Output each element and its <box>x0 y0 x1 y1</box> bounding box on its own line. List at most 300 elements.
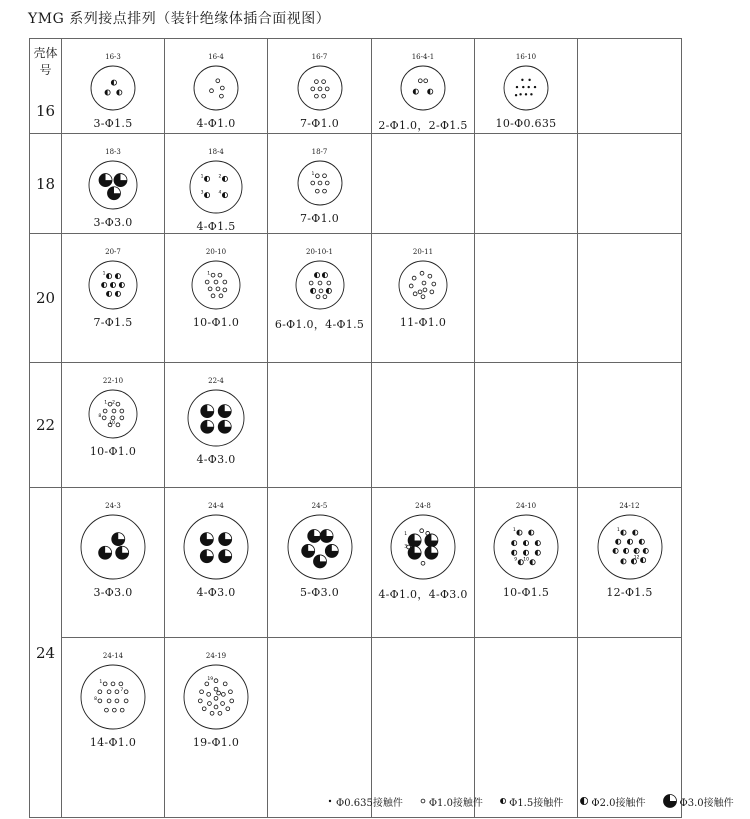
contact-pin <box>314 94 318 98</box>
connector-face-diagram <box>294 157 346 209</box>
shell-number: 20 <box>30 234 62 363</box>
arrangement-caption: 6-Φ1.0，4-Φ1.5 <box>274 318 365 331</box>
arrangement-cell <box>578 488 682 638</box>
contact-pin <box>210 711 214 715</box>
arrangement-caption: 14-Φ1.0 <box>89 736 137 749</box>
contact-pin <box>428 89 433 94</box>
contact-pin <box>205 682 209 686</box>
arrangement-caption: 4-Φ3.0 <box>196 586 236 599</box>
arrangement-cell <box>475 638 578 818</box>
shell-row <box>30 234 682 363</box>
connector-face-diagram <box>77 661 149 733</box>
connector-face-diagram <box>85 386 141 442</box>
insulator-outline <box>188 390 244 446</box>
arrangement-code: 22-4 <box>208 377 224 385</box>
contact-pin <box>523 550 528 555</box>
connector-face-diagram <box>85 257 141 313</box>
contact-pin <box>198 699 202 703</box>
contact-pin <box>316 295 320 299</box>
contact-pin <box>525 93 527 95</box>
pin-number: 8 <box>94 697 97 703</box>
arrangement-code: 16-4 <box>208 53 224 61</box>
arrangement-cell <box>165 134 268 234</box>
contact-arrangement-table <box>29 38 682 818</box>
contact-pin <box>201 420 214 433</box>
contact-pin <box>627 539 632 544</box>
pin-number: 1 <box>99 679 103 685</box>
contact-pin <box>120 708 124 712</box>
legend-pin-icon <box>499 793 507 809</box>
pin-number: 1 <box>616 527 620 533</box>
contact-pin <box>528 86 530 88</box>
arrangement-cell <box>62 134 165 234</box>
arrangement-code: 24-8 <box>415 502 431 510</box>
shell-row <box>30 488 682 638</box>
shell-row <box>30 638 682 818</box>
contact-pin <box>643 548 648 553</box>
shell-column-header: 壳体号 <box>33 46 58 77</box>
contact-pin <box>515 94 517 96</box>
arrangement-cell <box>62 234 165 363</box>
contact-pin <box>500 798 505 803</box>
arrangement-cell <box>578 234 682 363</box>
legend-pin-icon <box>419 793 427 809</box>
contact-pin <box>424 79 428 83</box>
legend-item <box>662 793 734 809</box>
pin-number: 7 <box>120 687 124 693</box>
arrangement-cell <box>372 234 475 363</box>
contact-pin <box>425 534 438 547</box>
contact-pin <box>218 420 231 433</box>
contact-pin <box>314 80 318 84</box>
arrangement-caption: 4-Φ3.0 <box>196 453 236 466</box>
arrangement-code: 18-3 <box>105 148 121 156</box>
arrangement-caption: 10-Φ1.0 <box>89 445 137 458</box>
contact-pin <box>119 282 124 287</box>
connector-face-diagram <box>294 62 346 114</box>
contact-pin <box>112 409 116 413</box>
contact-pin <box>633 548 638 553</box>
arrangement-caption: 10-Φ1.0 <box>192 316 240 329</box>
contact-pin <box>115 291 120 296</box>
contact-pin <box>310 87 314 91</box>
connector-face-diagram <box>186 157 246 217</box>
contact-pin <box>612 548 617 553</box>
contact-pin <box>223 280 227 284</box>
contact-pin <box>326 288 331 293</box>
arrangement-cell <box>62 638 165 818</box>
arrangement-caption: 7-Φ1.5 <box>93 316 133 329</box>
arrangement-code: 18-7 <box>311 148 328 156</box>
shell-row <box>30 39 682 134</box>
insulator-outline <box>391 515 455 579</box>
arrangement-caption: 3-Φ3.0 <box>93 216 133 229</box>
contact-pin <box>530 93 532 95</box>
legend-item <box>419 793 483 809</box>
contact-pin <box>114 174 127 187</box>
contact-pin <box>521 79 523 81</box>
contact-pin <box>663 795 676 808</box>
contact-pin <box>522 86 524 88</box>
pin-number: 9 <box>514 557 518 563</box>
arrangement-caption: 12-Φ1.5 <box>606 586 653 599</box>
arrangement-code: 24-12 <box>619 502 640 510</box>
arrangement-caption: 11-Φ1.0 <box>399 316 447 329</box>
arrangement-code: 20-7 <box>105 248 121 256</box>
legend-item <box>499 793 563 809</box>
contact-pin <box>420 529 424 533</box>
contact-pin <box>99 546 112 559</box>
contact-pin <box>214 696 218 700</box>
contact-pin <box>318 281 322 285</box>
contact-pin <box>103 409 107 413</box>
contact-pin <box>210 89 214 93</box>
connector-face-diagram <box>180 661 252 733</box>
contact-pin <box>217 691 221 695</box>
pin-number: 1 <box>512 527 516 533</box>
connector-face-diagram <box>490 511 562 583</box>
pin-number: 4 <box>218 190 222 196</box>
arrangement-cell <box>372 134 475 234</box>
contact-pin <box>412 276 416 280</box>
arrangement-caption: 2-Φ1.0，2-Φ1.5 <box>378 119 468 132</box>
insulator-outline <box>184 515 248 579</box>
contact-pin <box>413 292 417 296</box>
arrangement-caption: 4-Φ1.0 <box>196 117 236 130</box>
shell-number: 22 <box>30 363 62 488</box>
contact-pin <box>208 702 212 706</box>
arrangement-cell <box>578 363 682 488</box>
connector-face-diagram <box>190 62 242 114</box>
contact-pin <box>202 707 206 711</box>
arrangement-caption: 7-Φ1.0 <box>299 117 340 130</box>
arrangement-cell <box>372 638 475 818</box>
pin-number: 3 <box>200 190 204 196</box>
contact-pin <box>219 550 232 563</box>
contact-pin <box>205 280 209 284</box>
contact-pin <box>208 287 212 291</box>
arrangement-caption: 10-Φ0.635 <box>495 117 557 130</box>
contact-pin <box>117 90 122 95</box>
contact-pin <box>620 559 625 564</box>
arrangement-code: 16-3 <box>105 53 121 61</box>
contact-pin <box>418 79 422 83</box>
contact-pin <box>407 545 411 549</box>
arrangement-cell <box>165 234 268 363</box>
contact-pin <box>425 546 438 559</box>
contact-pin <box>519 93 521 95</box>
arrangement-caption: 19-Φ1.0 <box>192 736 240 749</box>
insulator-outline <box>504 66 548 110</box>
contact-pin <box>110 282 115 287</box>
arrangement-code: 24-4 <box>208 502 224 510</box>
contact-pin <box>120 409 124 413</box>
contact-pin <box>534 86 536 88</box>
arrangement-caption: 3-Φ3.0 <box>93 586 133 599</box>
shell-number: 16 <box>35 102 56 120</box>
legend-label: Φ0.635接触件 <box>336 797 403 809</box>
contact-pin <box>106 291 111 296</box>
contact-pin <box>418 290 422 294</box>
connector-face-diagram <box>180 511 252 583</box>
pin-number: 12 <box>633 555 640 561</box>
contact-pin <box>115 274 120 279</box>
contact-pin <box>214 687 218 691</box>
shell-row <box>30 363 682 488</box>
contact-pin <box>216 79 220 83</box>
contact-pin <box>512 540 517 545</box>
contact-pin <box>301 544 314 557</box>
arrangement-cell <box>578 134 682 234</box>
arrangement-code: 16-4-1 <box>411 53 435 61</box>
contact-pin <box>639 539 644 544</box>
connector-face-diagram <box>188 257 244 313</box>
contact-pin <box>218 273 222 277</box>
arrangement-caption: 3-Φ1.5 <box>93 117 133 130</box>
contact-pin <box>321 80 325 84</box>
contact-pin <box>421 295 425 299</box>
contact-pin <box>124 699 128 703</box>
legend-item <box>579 793 645 809</box>
arrangement-cell <box>268 234 372 363</box>
legend-label: Φ1.0接触件 <box>428 797 483 809</box>
arrangement-cell <box>62 363 165 488</box>
contact-pin <box>430 290 434 294</box>
document-title: YMG 系列接点排列（装针绝缘体插合面视图） <box>28 11 331 27</box>
contact-pin <box>107 699 111 703</box>
contact-pin <box>535 550 540 555</box>
contact-pin <box>221 702 225 706</box>
contact-pin <box>421 799 425 803</box>
pin-number: 10 <box>523 557 529 563</box>
contact-pin <box>325 181 329 185</box>
contact-pin <box>116 546 129 559</box>
contact-pin <box>229 690 233 694</box>
contact-pin <box>200 550 213 563</box>
legend-item <box>326 793 403 809</box>
contact-pin <box>105 708 109 712</box>
contact-pin <box>102 282 107 287</box>
insulator-outline <box>190 161 242 213</box>
connector-face-diagram <box>87 62 139 114</box>
arrangement-code: 24-14 <box>102 652 124 660</box>
contact-pin <box>99 174 112 187</box>
pin-number: 1 <box>311 171 314 177</box>
contact-pin <box>223 288 227 292</box>
shell-row <box>30 134 682 234</box>
contact-pin <box>318 181 322 185</box>
legend-label: Φ2.0接触件 <box>591 797 646 809</box>
arrangement-cell <box>475 363 578 488</box>
connector-face-diagram <box>395 257 451 313</box>
arrangement-cell <box>268 638 372 818</box>
contact-pin <box>326 281 330 285</box>
insulator-outline <box>401 66 445 110</box>
contact-pin <box>230 699 234 703</box>
contact-pin <box>523 540 528 545</box>
contact-pin <box>120 416 124 420</box>
contact-pin <box>322 189 326 193</box>
contact-pin <box>115 690 119 694</box>
legend-label: Φ3.0接触件 <box>679 797 734 809</box>
insulator-outline <box>91 66 135 110</box>
arrangement-cell <box>475 134 578 234</box>
arrangement-code: 16-10 <box>515 53 537 61</box>
contact-pin <box>214 280 218 284</box>
arrangement-cell <box>372 39 475 134</box>
contact-pin <box>107 690 111 694</box>
insulator-outline <box>81 515 145 579</box>
arrangement-caption: 4-Φ1.0，4-Φ3.0 <box>378 588 468 601</box>
contact-pin <box>119 682 123 686</box>
contact-pin <box>512 550 517 555</box>
pin-number: 1 <box>104 400 108 406</box>
arrangement-cell <box>165 363 268 488</box>
contact-pin <box>220 94 224 98</box>
contact-pin <box>623 548 628 553</box>
shell-size-cell <box>30 39 62 134</box>
arrangement-caption: 4-Φ1.5 <box>196 220 236 233</box>
pin-number: 1 <box>207 271 211 277</box>
contact-pin <box>226 707 230 711</box>
arrangement-cell <box>268 134 372 234</box>
contact-pin <box>420 271 424 275</box>
connector-face-diagram <box>500 62 552 114</box>
legend-pin-icon <box>662 793 678 809</box>
arrangement-cell <box>475 488 578 638</box>
connector-face-diagram <box>292 257 348 313</box>
arrangement-cell <box>578 638 682 818</box>
contact-pin <box>428 274 432 278</box>
contact-pin <box>107 187 120 200</box>
contact-pin <box>200 533 213 546</box>
contact-pin <box>323 295 327 299</box>
arrangement-code: 18-4 <box>208 148 224 156</box>
connector-face-diagram <box>397 62 449 114</box>
arrangement-code: 22-10 <box>102 377 124 385</box>
arrangement-cell <box>165 39 268 134</box>
insulator-outline <box>89 390 137 438</box>
contact-pin <box>528 79 530 81</box>
legend-label: Φ1.5接触件 <box>509 797 564 809</box>
contact-pin <box>216 287 220 291</box>
arrangement-code: 16-7 <box>311 53 328 61</box>
legend-pin-icon <box>326 793 334 809</box>
connector-face-diagram <box>184 386 248 450</box>
shell-number: 24 <box>30 488 62 818</box>
contact-pin <box>329 800 331 802</box>
pin-number: 1 <box>404 531 408 537</box>
contact-pin <box>319 289 323 293</box>
contact-pin <box>112 708 116 712</box>
arrangement-caption: 7-Φ1.0 <box>299 212 340 225</box>
contact-pin <box>218 405 231 418</box>
arrangement-cell <box>372 363 475 488</box>
contact-pin <box>98 690 102 694</box>
contact-pin <box>325 544 338 557</box>
contact-pin <box>321 94 325 98</box>
contact-pin <box>320 529 333 542</box>
insulator-outline <box>598 515 662 579</box>
arrangement-cell <box>578 39 682 134</box>
contact-pin <box>207 692 211 696</box>
arrangement-code: 20-10 <box>205 248 227 256</box>
contact-pin <box>211 294 215 298</box>
pin-number: 10 <box>109 420 116 426</box>
contact-pin <box>409 284 413 288</box>
contact-pin <box>115 699 119 703</box>
connector-face-diagram <box>284 511 356 583</box>
arrangement-code: 20-10-1 <box>306 248 333 256</box>
insulator-outline <box>194 66 238 110</box>
arrangement-code: 20-11 <box>412 248 434 256</box>
connector-face-diagram <box>387 511 459 583</box>
contact-pin <box>310 288 315 293</box>
arrangement-cell <box>268 39 372 134</box>
contact-pin <box>111 416 115 420</box>
pin-number: 3 <box>404 544 408 550</box>
contact-pin <box>529 530 534 535</box>
contact-pin <box>200 690 204 694</box>
contact-pin <box>201 405 214 418</box>
contact-pin <box>219 533 232 546</box>
contact-pin <box>112 533 125 546</box>
arrangement-cell <box>62 488 165 638</box>
insulator-outline <box>81 665 145 729</box>
contact-pin <box>309 281 313 285</box>
arrangement-cell <box>475 39 578 134</box>
arrangement-cell <box>165 488 268 638</box>
contact-pin <box>111 80 116 85</box>
contact-pin <box>422 281 426 285</box>
contact-pin <box>315 189 319 193</box>
arrangement-code: 24-10 <box>515 502 537 510</box>
contact-pin <box>535 540 540 545</box>
pin-number: 8 <box>98 414 102 420</box>
arrangement-code: 24-5 <box>311 502 328 510</box>
contact-pin <box>318 87 322 91</box>
insulator-outline <box>192 261 240 309</box>
contact-pin <box>223 682 227 686</box>
pin-number: 1 <box>102 271 106 277</box>
connector-face-diagram <box>85 157 141 213</box>
contact-pin <box>314 273 319 278</box>
pin-number: 19 <box>207 676 214 682</box>
contact-pin <box>307 529 320 542</box>
insulator-outline <box>288 515 352 579</box>
contact-pin <box>111 682 115 686</box>
contact-pin <box>214 705 218 709</box>
contact-pin <box>218 711 222 715</box>
arrangement-cell <box>372 488 475 638</box>
contact-pin <box>423 288 427 292</box>
contact-pin <box>581 797 588 804</box>
contact-pin <box>421 561 425 565</box>
legend-pin-icon <box>579 793 589 809</box>
insulator-outline <box>494 515 558 579</box>
contact-pin <box>632 530 637 535</box>
pin-number: 2 <box>218 174 222 180</box>
arrangement-caption: 10-Φ1.5 <box>502 586 550 599</box>
arrangement-cell <box>268 363 372 488</box>
contact-pin <box>413 89 418 94</box>
arrangement-code: 24-3 <box>105 502 121 510</box>
contact-pin <box>313 555 326 568</box>
connector-face-diagram <box>77 511 149 583</box>
connector-face-diagram <box>594 511 666 583</box>
contact-pin <box>219 294 223 298</box>
arrangement-cell <box>62 39 165 134</box>
